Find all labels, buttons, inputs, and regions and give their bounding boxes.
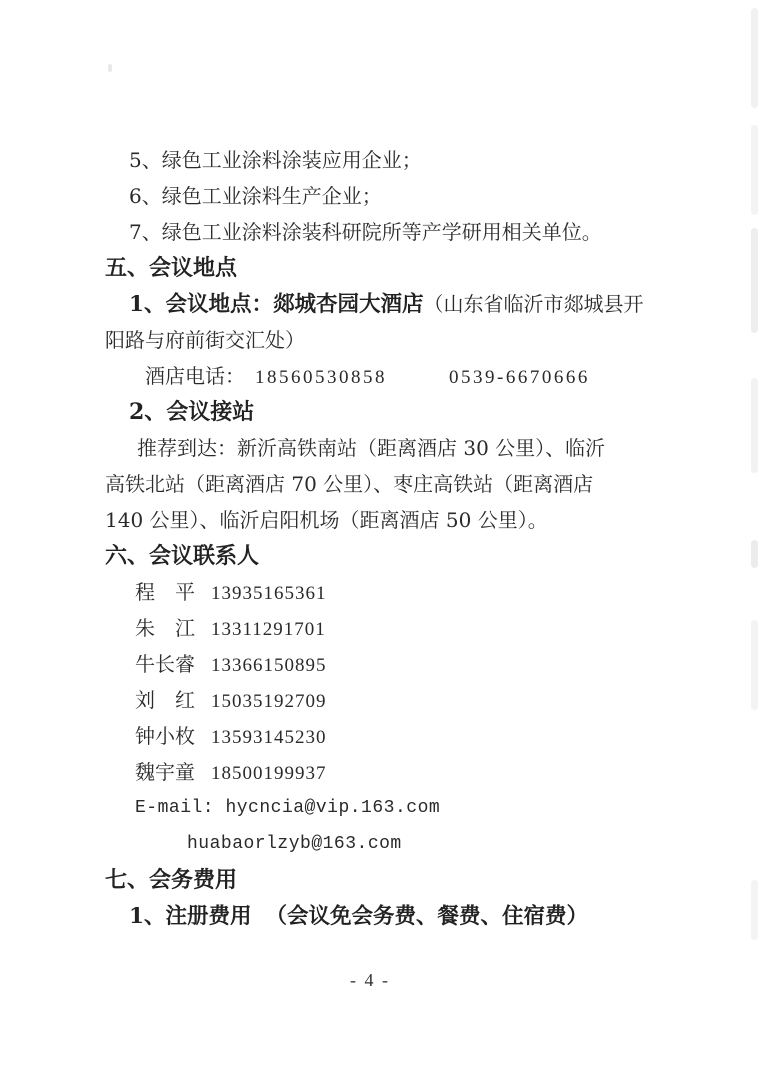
contact-name: 程 平 [135,580,195,604]
contact-phone: 13366150895 [211,655,327,676]
hotel-phone-mobile: 18560530858 [255,367,387,388]
venue-address-part1: （山东省临沂市郯城县开 [423,292,644,316]
contact-name: 钟小枚 [135,724,195,748]
hotel-phone-landline: 0539-6670666 [449,367,590,388]
attendee-item-7: 7、绿色工业涂料涂装科研院所等产学研用相关单位。 [129,220,602,244]
contact-name: 魏宇童 [135,760,195,784]
section-heading-contacts: 六、会议联系人 [105,543,260,569]
contact-row [105,682,730,718]
pickup-line-2: 高铁北站（距离酒店 70 公里）、枣庄高铁站（距离酒店 [105,472,594,496]
email-line-2: huabaorlzyb@163.com [187,834,402,854]
contact-phone: 13593145230 [211,727,327,748]
contact-phone: 13311291701 [211,619,326,640]
pickup-line-3: 140 公里）、临沂启阳机场（距离酒店 50 公里）。 [105,508,548,532]
contact-name: 刘 红 [135,688,195,712]
contact-row [105,754,730,790]
hotel-phone-label: 酒店电话： [145,364,245,388]
email-line-1 [105,790,730,826]
email-label: E-mail: [135,798,215,818]
attendee-item-5: 5、绿色工业涂料涂装应用企业； [129,148,422,172]
venue-line-1 [105,286,730,322]
hotel-phone-line [105,358,730,394]
fee-item-label: 1、注册费用 [129,904,252,929]
page-number: - 4 - [350,970,390,990]
contact-row [105,646,730,682]
pickup-heading: 2、会议接站 [129,399,255,425]
email-primary: hycncia@vip.163.com [225,798,441,818]
contact-phone: 13935165361 [211,583,327,604]
contact-row [105,610,730,646]
scan-edge-artifact [746,0,760,1074]
document-body [105,142,730,934]
contact-name: 朱 江 [135,616,195,640]
scan-speck-artifact [108,64,112,72]
contact-phone: 15035192709 [211,691,327,712]
fee-item-note: （会议免会务费、餐费、住宿费） [265,904,588,929]
section-heading-venue: 五、会议地点 [105,255,238,281]
venue-name-bold: 1、会议地点：郯城杏园大酒店 [129,292,424,317]
section-heading-fees: 七、会务费用 [105,867,238,893]
contact-row [105,574,730,610]
contact-phone: 18500199937 [211,763,327,784]
attendee-item-6: 6、绿色工业涂料生产企业； [129,184,382,208]
pickup-line-1: 推荐到达：新沂高铁南站（距离酒店 30 公里）、临沂 [137,436,606,460]
contact-row [105,718,730,754]
venue-line-2: 阳路与府前街交汇处） [105,328,305,352]
contact-name: 牛长睿 [135,652,195,676]
fee-item-line [105,898,730,934]
